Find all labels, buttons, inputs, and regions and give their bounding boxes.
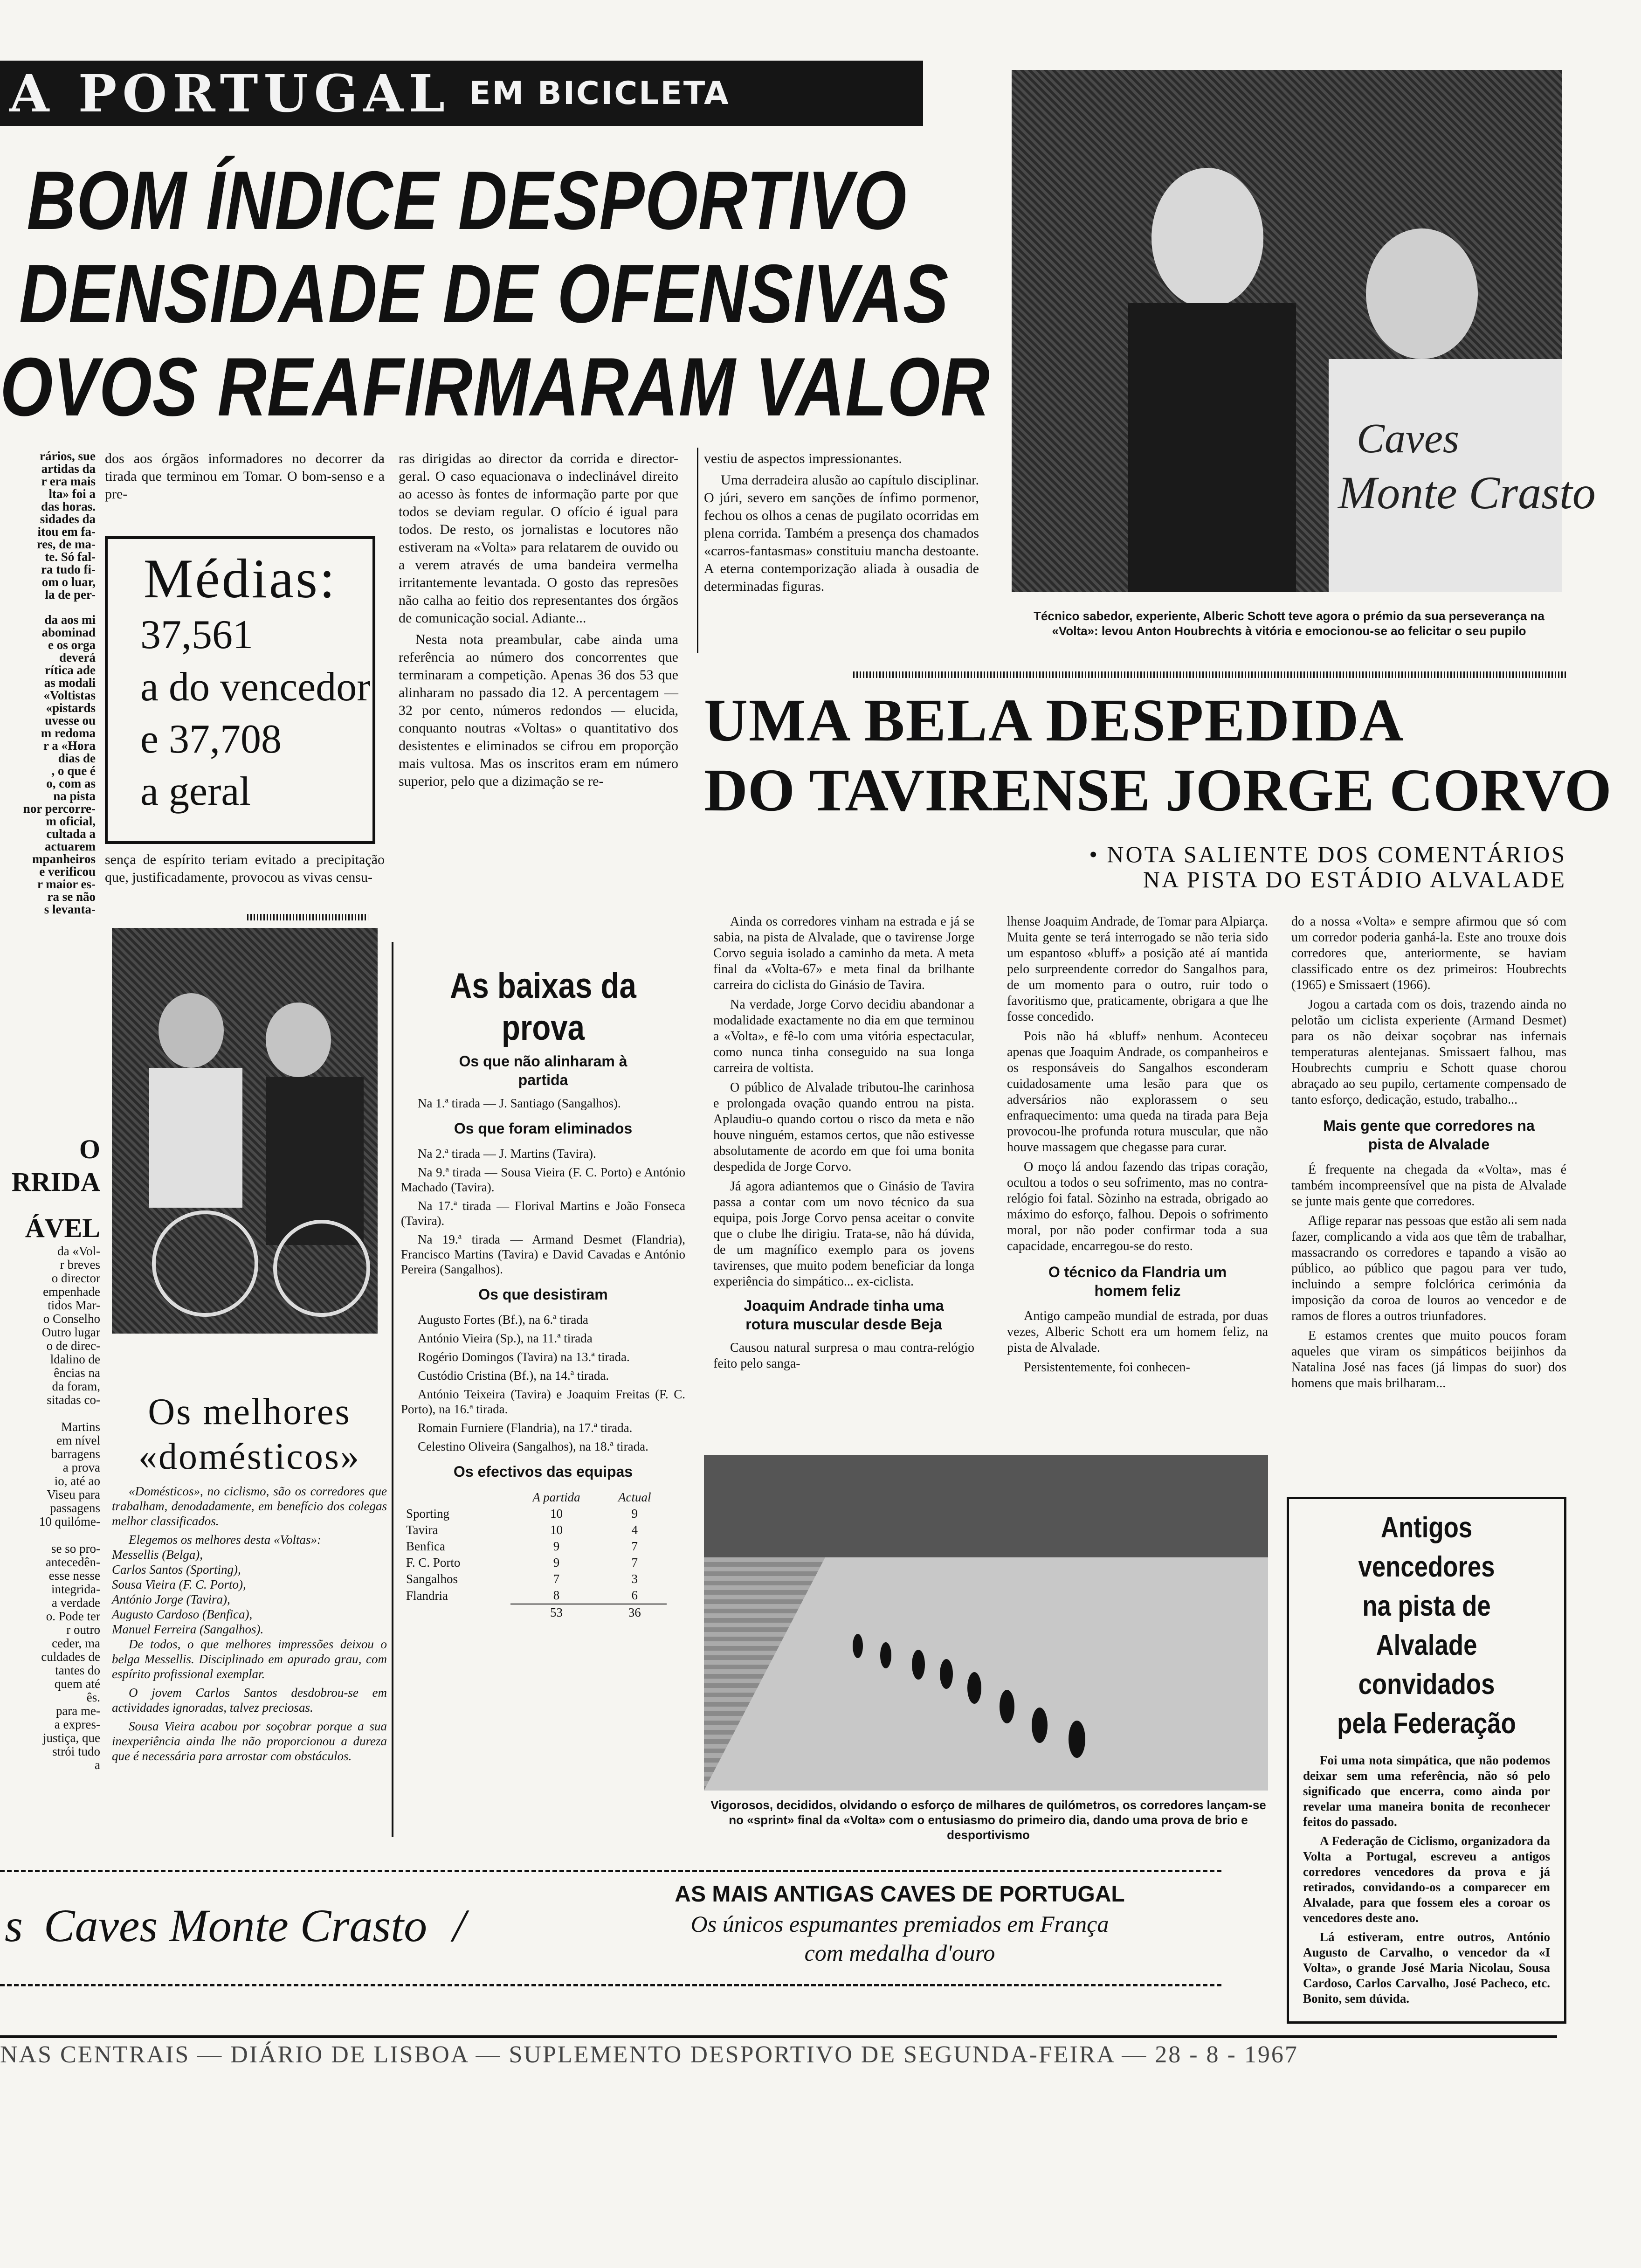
footer-rule	[0, 2035, 1557, 2038]
baixas-item: Celestino Oliveira (Sangalhos), na 18.ª tirada.	[418, 1439, 648, 1453]
col1-top-line: lta» foi a	[48, 487, 96, 501]
col1-bottom-line: RRIDA	[11, 1167, 100, 1197]
corvo-col1-p3: O público de Alvalade tributou-lhe carinhosa e prolongada ovação quando entrou na pista. Aplaudiu-o quando cortou o risco da meta e não houve ninguém, estamos certos, que não estivesse absolutamente de acordo em que foi uma bonita despedida de Jorge Corvo.	[713, 1080, 974, 1174]
col1-bottom-line: ências na	[54, 1366, 100, 1380]
messellis-scene	[112, 928, 378, 1334]
despedida-top-rule	[853, 671, 1566, 678]
corvo-col3-end-3: E estamos crentes que muito poucos foram aqueles que viram os simpáticos beijinhos da Natalina José nas faces (já limpas do suor) dos homens que mais brilharam...	[1291, 1328, 1566, 1390]
col1-bottom-line: a prova	[62, 1460, 100, 1474]
col1-bottom-line: justiça, que	[43, 1731, 100, 1745]
col1-bottom-line: a	[95, 1758, 100, 1772]
col1-bottom-line: tantes do	[55, 1663, 100, 1677]
antigos-p3: Lá estiveram, entre outros, António Augusto de Carvalho, o vencedor da «I Volta», o grande José Maria Nicolau, Sousa Cardoso, Carlos Carvalho, José Pacheco, etc. Bonito, sem dúvida.	[1303, 1930, 1550, 2005]
col1-top-line: o, com as	[46, 776, 96, 790]
col1-top-line: abominad	[41, 625, 96, 639]
col1-bottom-line: quem até	[54, 1677, 100, 1691]
medias-line-3: e 37,708	[140, 717, 282, 762]
col1-bottom	[0, 1133, 100, 1846]
baixas-sub-2: Os que foram eliminados	[454, 1120, 633, 1137]
col1-bottom-line: ês.	[86, 1690, 100, 1704]
efectivos-row	[406, 1587, 667, 1604]
col1-bottom-line: culdades de	[41, 1650, 100, 1664]
col1-bottom-line	[0, 1198, 100, 1212]
efectivos-cell-team: F. C. Porto	[406, 1556, 461, 1570]
baixas-item: Custódio Cristina (Bf.), na 14.ª tirada.	[418, 1369, 609, 1383]
baixas-item: António Teixeira (Tavira) e Joaquim Freitas (F. C. Porto), na 16.ª tirada.	[401, 1387, 685, 1416]
col1-top-line: e os orga	[48, 638, 96, 652]
col1-top-line: r maior es-	[37, 877, 96, 891]
despedida-line-2: DO TAVIRENSE JORGE CORVO	[704, 757, 1612, 824]
col4-text	[704, 450, 979, 664]
col1-bottom-line: antecedên-	[46, 1555, 100, 1569]
corvo-col2-p3: O moço lá andou fazendo das tripas coração, ocultou a todos o seu sofrimento, mas no contra-relógio foi fatal. Sòzinho na estrada, obrigado ao máximo do esforço, falhou. Depois o sofrimento moral, por não poder confirmar toda a sua capacidade, encarregou-se do resto.	[1007, 1160, 1268, 1253]
efectivos-table	[406, 1489, 667, 1621]
col1-bottom-line: r outro	[66, 1623, 100, 1637]
melhores-title-1: Os melhores	[148, 1391, 351, 1432]
col1-top-line: uvesse ou	[45, 713, 96, 727]
col2-top-text	[105, 450, 385, 506]
antigos-title-4: pela Federação	[1337, 1708, 1516, 1740]
medias-title: Médias:	[143, 547, 337, 609]
corvo-col1-p2: Na verdade, Jorge Corvo decidiu abandonar a modalidade exactamente no dia em que terminou a «Volta», e fê-lo com uma vitória espectacular, como nunca tinha conseguido na sua longa carreira de voltista.	[713, 997, 974, 1075]
corvo-col2-p2: Pois não há «bluff» nenhum. Aconteceu apenas que Joaquim Andrade, os companheiros e os responsáveis do Sangalhos esconderam cuidadosamente uma lesão para que os adversários não explorassem o seu enfraquecimento: uma queda na tirada para Beja provocou-lhe profunda rotura muscular, que não houve massagem que chegasse para curar.	[1007, 1029, 1268, 1155]
col1-bottom-line: strói tudo	[52, 1744, 100, 1758]
col1-bottom-line: Outro lugar	[41, 1325, 100, 1339]
svg-text:Monte Crasto: Monte Crasto	[1338, 467, 1596, 519]
col1-top-line: da aos mi	[44, 613, 96, 627]
ad-slash: /	[453, 1900, 466, 1951]
efectivos-cell-team: Benfica	[406, 1539, 445, 1553]
col1-top-line: m redoma	[41, 726, 96, 740]
melhores-name-item: Manuel Ferreira (Sangalhos).	[112, 1622, 264, 1636]
corvo-col3-end-2: Aflige reparar nas pessoas que estão ali sem nada fazer, complicando a vida aos que têm de trabalhar, massacrando os corredores e tapando a visão ao público, ao público que pagou para ver tudo, incluindo a sempre folclórica cerimónia da imposição da coroa de louros ao vencedor e de ramos de flores a outros triunfadores.	[1291, 1214, 1566, 1323]
efectivos-row	[406, 1571, 667, 1587]
headline-line-3: OVOS REAFIRMARAM VALOR	[0, 340, 990, 433]
baixas-list-1	[401, 1096, 685, 1111]
col1-top-line: artidas da	[41, 462, 96, 476]
col1-bottom-line: ceder, ma	[52, 1636, 100, 1650]
svg-text:Caves: Caves	[1357, 415, 1459, 462]
headline-line-1: BOM ÍNDICE DESPORTIVO	[27, 154, 907, 247]
col1-top-line: mpanheiros	[32, 852, 96, 866]
photo-messellis	[112, 928, 378, 1334]
page-footer: NAS CENTRAIS — DIÁRIO DE LISBOA — SUPLEMENTO DESPORTIVO DE SEGUNDA-FEIRA — 28 - 8 - 1967	[0, 2041, 1298, 2068]
col1-top-line: «Voltistas	[43, 688, 96, 702]
efectivos-cell-actual: 9	[631, 1507, 638, 1521]
col1-top-line: nor percorre-	[23, 802, 96, 816]
ad-tagline-1: AS MAIS ANTIGAS CAVES DE PORTUGAL	[675, 1882, 1125, 1907]
track-scene	[704, 1455, 1268, 1791]
melhores-names-list	[112, 1547, 387, 1637]
corvo-col2-p1: lhense Joaquim Andrade, de Tomar para Alpiarça. Muita gente se terá interrogado se não teria sido um espantoso «bluff» a posição até aí mantida pelo surpreendente corredor do Sangalhos para, de um momento para o outro, ruir todo o favoritismo que, praticamente, obrigara a que lhe fosse concedido.	[1007, 914, 1268, 1024]
baixas-item: Romain Furniere (Flandria), na 17.ª tirada.	[418, 1421, 633, 1435]
col3-text	[399, 450, 678, 954]
col1-bottom-line: barragens	[51, 1447, 100, 1461]
corvo-col2	[1007, 914, 1268, 1436]
efectivos-cell-team: Sporting	[406, 1507, 450, 1521]
baixas-list-3	[401, 1312, 685, 1454]
col1-top-line: e verificou	[39, 864, 96, 878]
col1-bottom-line: em nível	[56, 1433, 100, 1447]
baixas-item: Na 9.ª tirada — Sousa Vieira (F. C. Porto) e António Machado (Tavira).	[401, 1165, 685, 1194]
ad-tagline-2: Os únicos espumantes premiados em França	[690, 1911, 1109, 1937]
col1-top-line: r a «Hora	[43, 739, 96, 753]
efectivos-cell-partida: 10	[550, 1507, 563, 1521]
corvo-col3-p1: do a nossa «Volta» e sempre afirmou que só com um corredor poderia ganhá-la. Este ano trouxe dois corredores que, anteriormente, se haviam classificado entre os dez primeiros: Houbrechts (1965) e Smissaert (1966).	[1291, 914, 1566, 992]
col1-top-line: , o que é	[51, 764, 96, 778]
col4-paragraph-2: Uma derradeira alusão ao capítulo disciplinar. O júri, severo em sanções de ínfimo pormenor, fechou os olhos a cenas de pugilato ocorridas em plena corrida. Também a presença dos chamados «carros-fantasmas» constituiu mancha destoante. A eterna contemporização aliada à ousadia de determinadas figuras.	[704, 472, 979, 594]
efectivos-cell-partida: 10	[550, 1523, 563, 1537]
medias-line-1: 37,561	[140, 612, 253, 657]
melhores-name-item: António Jorge (Tavira),	[112, 1592, 230, 1606]
efectivos-row	[406, 1506, 667, 1522]
corvo-col1-p4: Já agora adiantemos que o Ginásio de Tavira passa a contar com um novo técnico da sua equipa, pois Jorge Corvo pensa aceitar o convite que o clube lhe dirigiu. Trata-se, não há dúvida, de um magnífico exemplo para os jovens tavirenses, que muito podem beneficiar da longa experiência do simpático... ex-ciclista.	[713, 1179, 974, 1289]
despedida-line-1: UMA BELA DESPEDIDA	[704, 687, 1405, 754]
col1-bottom-line	[0, 1528, 100, 1542]
col1-top-line: res, de ma-	[36, 537, 96, 551]
antigos-p1: Foi uma nota simpática, que não podemos deixar sem uma referência, não só pelo significado que encerra, como ainda por revelar uma maneira bonita de reconhecer feitos do passado.	[1303, 1753, 1550, 1829]
efectivos-cell-actual: 7	[631, 1556, 638, 1570]
col1-top-line: sidades da	[40, 512, 96, 526]
efectivos-cell-team: Sangalhos	[406, 1572, 458, 1586]
efectivos-cell-team: Tavira	[406, 1523, 438, 1537]
baixas-section	[401, 965, 685, 1842]
melhores-p2: O jovem Carlos Santos desdobrou-se em actividades ignoradas, talvez preciosas.	[112, 1686, 387, 1715]
melhores-section	[112, 1390, 387, 1846]
col1-bottom-line: io, até ao	[54, 1474, 100, 1488]
efectivos-total-actual: 36	[602, 1604, 667, 1621]
col4-paragraph-1: vestiu de aspectos impressionantes.	[704, 451, 902, 466]
banner-suffix: EM BICICLETA	[469, 75, 730, 112]
col1-top-line: te. Só fal-	[45, 550, 96, 564]
corvo-col1	[713, 914, 974, 1436]
col1-bottom-line: sitadas co-	[47, 1393, 100, 1407]
col1-top-line: rítica ade	[45, 663, 96, 677]
baixas-list-2	[401, 1146, 685, 1277]
medias-line-2: a do vencedor	[140, 664, 371, 710]
messellis-caption	[117, 1334, 368, 1385]
corvo-col3	[1291, 914, 1566, 1450]
despedida-subtitle	[918, 842, 1566, 893]
efectivos-cell-partida: 9	[553, 1556, 560, 1570]
column-rule	[392, 942, 393, 1837]
col3-paragraph-2: Nesta nota preambular, cabe ainda uma referência ao número dos concorrentes que terminaram a competição. Apenas 36 dos 53 que alinharam no passado dia 12. A percentagem — 32 por cento, números redondos — elucida, conquanto noutras «Voltas» o quantitativo dos desistentes e eliminados se cifrou em proporção mais vultosa. Mas os inscritos eram em número superior, pelo que a dizimação se re-	[399, 632, 678, 789]
col1-bottom-line: ÁVEL	[25, 1213, 100, 1243]
col1-bottom-line: da «Vol-	[57, 1244, 100, 1258]
col1-top-line: dias de	[58, 751, 96, 765]
medias-box	[105, 536, 375, 844]
col1-bottom-line	[0, 1407, 100, 1420]
photo-track-sprint	[704, 1455, 1268, 1791]
col1-bottom-line: Martins	[61, 1420, 100, 1434]
efectivos-cell-actual: 6	[631, 1588, 638, 1602]
efectivos-total-partida: 53	[510, 1604, 603, 1621]
col1-top-line: la de per-	[45, 588, 96, 602]
column-rule	[697, 448, 698, 653]
ad-brand-prefix: s	[5, 1900, 23, 1951]
photo-schott-houbrechts	[1012, 70, 1596, 592]
col1-bottom-line: o de direc-	[46, 1339, 100, 1353]
col1-top-line: ra se não	[47, 890, 96, 904]
corvo-col1-p1: Ainda os corredores vinham na estrada e já se sabia, na pista de Alvalade, que o tavirense Jorge Corvo seguia isolado a caminho da meta. A meta final da «Volta-67» e meta final da brilhante carreira do ciclista do Ginásio de Tavira.	[713, 914, 974, 992]
efectivos-total-label	[406, 1604, 510, 1621]
ad-brand-name: Caves Monte Crasto	[43, 1900, 427, 1951]
main-headline	[0, 154, 1007, 448]
col1-top-line: deverá	[59, 650, 96, 664]
efectivos-cell-actual: 7	[631, 1539, 638, 1553]
col2-divider	[247, 914, 368, 920]
col1-bottom-line: o. Pode ter	[46, 1609, 100, 1623]
col1-top-line: na pista	[53, 789, 96, 803]
col1-top	[0, 450, 96, 930]
efectivos-cell-actual: 4	[631, 1523, 638, 1537]
col1-bottom-line: a verdade	[51, 1596, 100, 1610]
baixas-item: Na 19.ª tirada — Armand Desmet (Flandria), Francisco Martins (Tavira) e David Cavadas e António Pereira (Sangalhos).	[401, 1232, 685, 1276]
despedida-sub-1: • NOTA SALIENTE DOS COMENTÁRIOS	[1089, 841, 1566, 867]
col1-top-line: as modali	[44, 676, 96, 690]
photo-silhouettes	[1012, 70, 1596, 592]
despedida-sub-2: NA PISTA DO ESTÁDIO ALVALADE	[1143, 866, 1566, 892]
col2-bottom-paragraph: sença de espírito teriam evitado a precipitação que, justificadamente, provocou as vivas censu-	[105, 852, 385, 885]
baixas-sub-3: Os que desistiram	[478, 1286, 608, 1303]
col1-top-line: «pistards	[46, 701, 96, 715]
ad-brand	[5, 1900, 466, 1951]
efectivos-cell-actual: 3	[631, 1572, 638, 1586]
col1-bottom-line: ldalino de	[50, 1352, 100, 1366]
col3-paragraph-1: ras dirigidas ao director da corrida e director-geral. O caso equacionava o indeclinável direito ao acesso às fontes de informação parte por que todos se deviam regular. O ofício é igual para todos. De resto, os jornalistas e locutores não estiveram na «Volta» para relatarem de ouvido ou a verem através de uma bandeira vermelha irritantemente levantada. O gosto das represões não calha ao feitio dos representantes dos órgãos de comunicação social. Adiante...	[399, 451, 678, 626]
efectivos-header-partida: A partida	[532, 1490, 580, 1504]
baixas-item: Na 2.ª tirada — J. Martins (Tavira).	[418, 1147, 596, 1161]
efectivos-row	[406, 1555, 667, 1571]
col2-top-paragraph: dos aos órgãos informadores no decorrer da tirada que terminou em Tomar. O bom-senso e a pre-	[105, 451, 385, 502]
corvo-col1-end: Causou natural surpresa o mau contra-relógio feito pelo sanga-	[713, 1341, 974, 1371]
baixas-title: As baixas da prova	[450, 966, 636, 1048]
col1-bottom-line: passagens	[50, 1501, 100, 1515]
efectivos-cell-partida: 9	[553, 1539, 560, 1553]
ad-caves-monte-crasto	[0, 1870, 1221, 1986]
melhores-name-item: Carlos Santos (Sporting),	[112, 1563, 241, 1577]
col1-bottom-line: 10 quilóme-	[39, 1514, 100, 1528]
baixas-sub-1: Os que não alinharam à partida	[459, 1053, 627, 1088]
corvo-col2-end-2: Persistentemente, foi conhecen-	[1024, 1360, 1190, 1375]
headline-line-2: DENSIDADE DE OFENSIVAS	[19, 247, 949, 340]
col1-top-line: ra tudo fi-	[41, 562, 96, 576]
efectivos-row	[406, 1538, 667, 1555]
col1-bottom-line: O	[79, 1134, 100, 1164]
col1-bottom-line: da foram,	[52, 1379, 100, 1393]
corvo-col3-end-1: É frequente na chegada da «Volta», mas é também incompreensível que na pista de Alvalade se junte mais gente que corredores.	[1291, 1162, 1566, 1209]
col1-bottom-line: esse nesse	[48, 1569, 100, 1583]
col1-top-line: das horas.	[41, 499, 96, 513]
col1-top-line: s levanta-	[44, 902, 96, 916]
col1-bottom-line: r breves	[60, 1258, 100, 1272]
melhores-title-2: «domésticos»	[138, 1436, 360, 1477]
corvo-col2-subhead: O técnico da Flandria um homem feliz	[1048, 1264, 1227, 1299]
melhores-p1: De todos, o que melhores impressões deixou o belga Messellis. Disciplinado em apurado grau, com espírito profissional exemplar.	[112, 1637, 387, 1681]
col1-bottom-line: para me-	[55, 1704, 100, 1718]
antigos-title	[1322, 1508, 1532, 1743]
baixas-item: Augusto Fortes (Bf.), na 6.ª tirada	[418, 1313, 588, 1327]
col1-top-line	[0, 601, 96, 614]
section-banner	[0, 61, 923, 126]
antigos-title-1: Antigos vencedores	[1358, 1512, 1495, 1583]
ad-tagline-3: com medalha d'ouro	[804, 1940, 995, 1966]
efectivos-row	[406, 1522, 667, 1538]
baixas-item: Rogério Domingos (Tavira) na 13.ª tirada.	[418, 1350, 630, 1364]
melhores-intro: «Domésticos», no ciclismo, são os corredores que trabalham, denodadamente, em benefício dos colegas melhor classificados.	[112, 1484, 387, 1528]
track-caption: Vigorosos, decididos, olvidando o esforço de milhares de quilómetros, os corredores lançam-se no «sprint» final da «Volta» com o entusiasmo do primeiro dia, dando uma prova de brio e desportivismo	[710, 1798, 1266, 1842]
antigos-box	[1287, 1497, 1566, 2024]
col1-top-line: om o luar,	[41, 575, 96, 589]
antigos-title-2: na pista de Alvalade	[1362, 1590, 1491, 1661]
col1-top-line: itou em fa-	[37, 525, 96, 539]
baixas-item: António Vieira (Sp.), na 11.ª tirada	[418, 1331, 593, 1345]
melhores-name-item: Messellis (Belga),	[112, 1548, 203, 1562]
col1-bottom-line: se so pro-	[51, 1542, 100, 1556]
col1-top-line: r era mais	[41, 474, 96, 488]
melhores-elegemos: Elegemos os melhores desta «Voltas»:	[129, 1533, 321, 1547]
melhores-name-item: Augusto Cardoso (Benfica),	[112, 1607, 253, 1621]
col1-bottom-line: Viseu para	[47, 1487, 100, 1501]
col1-bottom-line: empenhade	[43, 1285, 100, 1299]
antigos-p2: A Federação de Ciclismo, organizadora da Volta a Portugal, escreveu a antigos corredores vencedores da prova e já retirados, convidando-os a comparecer em Alvalade, para que fossem eles a coroar os vencedores deste ano.	[1303, 1834, 1550, 1925]
col1-bottom-line: integrida-	[51, 1582, 100, 1596]
col1-top-line: cultada a	[46, 827, 96, 841]
col1-bottom-line: tidos Mar-	[48, 1298, 100, 1312]
photo-top-caption: Técnico sabedor, experiente, Alberic Schott teve agora o prémio da sua perseverança na «Volta»: levou Anton Houbrechts à vitória e emocionou-se ao felicitar o seu pupilo	[1034, 609, 1544, 638]
baixas-item: Na 17.ª tirada — Florival Martins e João Fonseca (Tavira).	[401, 1199, 685, 1228]
melhores-p3: Sousa Vieira acabou por soçobrar porque a sua inexperiência ainda lhe não proporcionou a dureza que é necessária para arrostar com obstáculos.	[112, 1719, 387, 1763]
col1-top-line: m oficial,	[46, 814, 96, 828]
despedida-headline	[704, 685, 1612, 825]
baixas-sub-4: Os efectivos das equipas	[453, 1463, 633, 1480]
efectivos-cell-partida: 8	[553, 1588, 560, 1602]
efectivos-header-team	[406, 1489, 510, 1506]
efectivos-header-actual: Actual	[618, 1490, 651, 1504]
medias-line-4: a geral	[140, 769, 251, 814]
baixas-item: Na 1.ª tirada — J. Santiago (Sangalhos).	[418, 1096, 621, 1110]
banner-title: A PORTUGAL	[9, 63, 451, 124]
col1-bottom-line: a expres-	[54, 1717, 100, 1731]
col1-bottom-line: o director	[51, 1271, 100, 1285]
corvo-col3-p2: Jogou a cartada com os dois, trazendo ainda no pelotão um ciclista experiente (Armand Desmet) para os não deixar soçobrar nas infernais temperaturas alentejanas. Smissaert falhou, mas Houbrechts cumpriu e Schott quase chorou abraçado ao seu pupilo, certamente compensado de tanto esforço, dedicação, estudo, trabalho...	[1291, 997, 1566, 1107]
efectivos-cell-team: Flandria	[406, 1588, 448, 1603]
col1-bottom-line: o Conselho	[43, 1312, 100, 1326]
col1-top-line: rários, sue	[40, 449, 96, 463]
corvo-col2-end-1: Antigo campeão mundial de estrada, por duas vezes, Alberic Schott era um homem feliz, na pista de Alvalade.	[1007, 1309, 1268, 1355]
efectivos-cell-partida: 7	[553, 1572, 560, 1586]
corvo-col1-subhead: Joaquim Andrade tinha uma rotura muscular desde Beja	[744, 1297, 944, 1333]
col1-top-line: actuarem	[45, 839, 96, 853]
corvo-col3-subhead: Mais gente que corredores na pista de Alvalade	[1323, 1117, 1535, 1153]
antigos-title-3: convidados	[1358, 1668, 1495, 1701]
melhores-name-item: Sousa Vieira (F. C. Porto),	[112, 1577, 246, 1591]
